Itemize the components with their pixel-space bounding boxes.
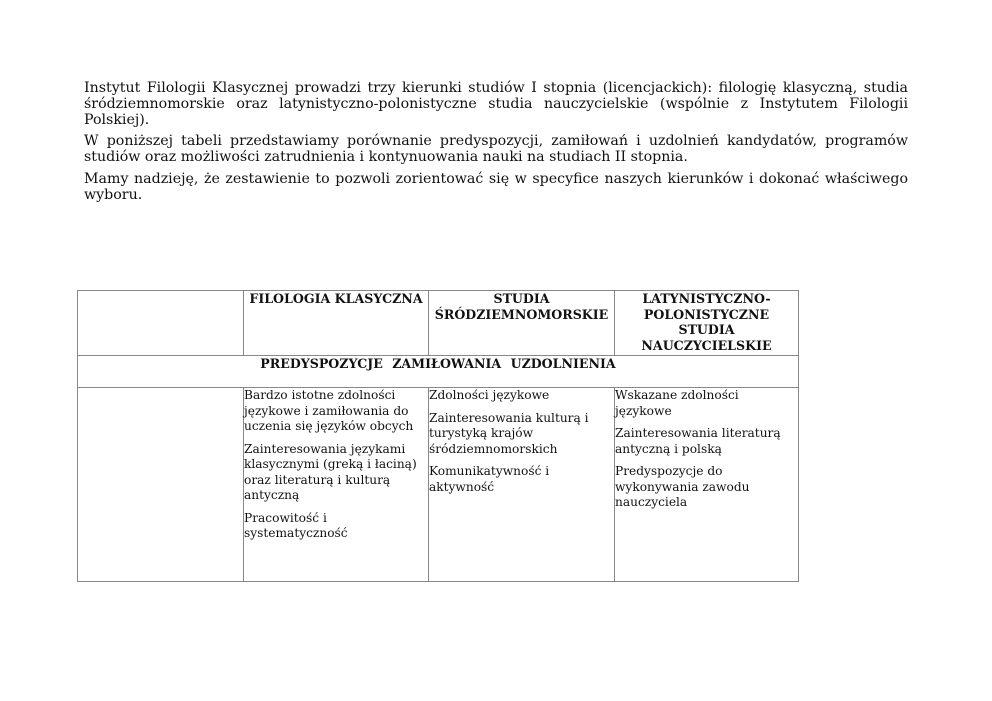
cell-item: Pracowitość i systematyczność <box>244 510 348 540</box>
cell-item: Zdolności językowe <box>429 388 550 402</box>
table-header-studia-srodziemnomorskie: STUDIA ŚRÓDZIEMNOMORSKIE <box>429 291 615 356</box>
cell-item: Zainteresowania kulturą i turystyką krajów śródziemnomorskich <box>429 410 589 456</box>
cell-item: Predyspozycje do wykonywania zawodu nauczyciela <box>615 464 750 509</box>
table-section-row <box>78 356 799 388</box>
intro-paragraph: W poniższej tabeli przedstawiamy porównanie predyspozycji, zamiłowań i uzdolnień kandydatów, programów studiów oraz możliwości zatrudnienia i kontynuowania nauki na studiach II stopnia. <box>84 133 908 166</box>
cell-item: Bardzo istotne zdolności językowe i zamiłowania do uczenia się języków obcych <box>244 388 414 433</box>
comparison-table <box>77 290 799 582</box>
table-cell-filologia-klasyczna <box>244 388 429 582</box>
cell-item: Zainteresowania językami klasycznymi (greką i łaciną) oraz literaturą i kulturą antyczną <box>244 441 417 502</box>
table-header-empty <box>78 291 244 356</box>
section-title: PREDYSPOZYCJE ZAMIŁOWANIA UZDOLNIENIA <box>78 356 799 388</box>
cell-item: Komunikatywność i aktywność <box>429 464 550 494</box>
intro-text <box>84 81 908 210</box>
table-header-row <box>78 291 799 356</box>
table-row <box>78 388 799 582</box>
row-label-cell <box>78 388 244 582</box>
table-cell-studia-srodziemnomorskie <box>429 388 615 582</box>
table-header-filologia-klasyczna: FILOLOGIA KLASYCZNA <box>244 291 429 356</box>
intro-paragraph: Mamy nadzieję, że zestawienie to pozwoli zorientować się w specyfice naszych kierunków i dokonać właściwego wyboru. <box>84 170 908 203</box>
table-cell-latynistyczno-polonistyczne <box>615 388 799 582</box>
cell-item: Zainteresowania literaturą antyczną i polską <box>615 426 781 456</box>
cell-item: Wskazane zdolności językowe <box>615 388 739 418</box>
intro-paragraph: Instytut Filologii Klasycznej prowadzi trzy kierunki studiów I stopnia (licencjackich): filologię klasyczną, studia śródziemnomorskie oraz latynistyczno-polonistyczne studia nauczycielskie (wspólnie z Instytutem Filologii Polskiej). <box>84 80 908 128</box>
table-header-latynistyczno-polonistyczne: LATYNISTYCZNO-POLONISTYCZNE STUDIA NAUCZYCIELSKIE <box>615 291 799 356</box>
